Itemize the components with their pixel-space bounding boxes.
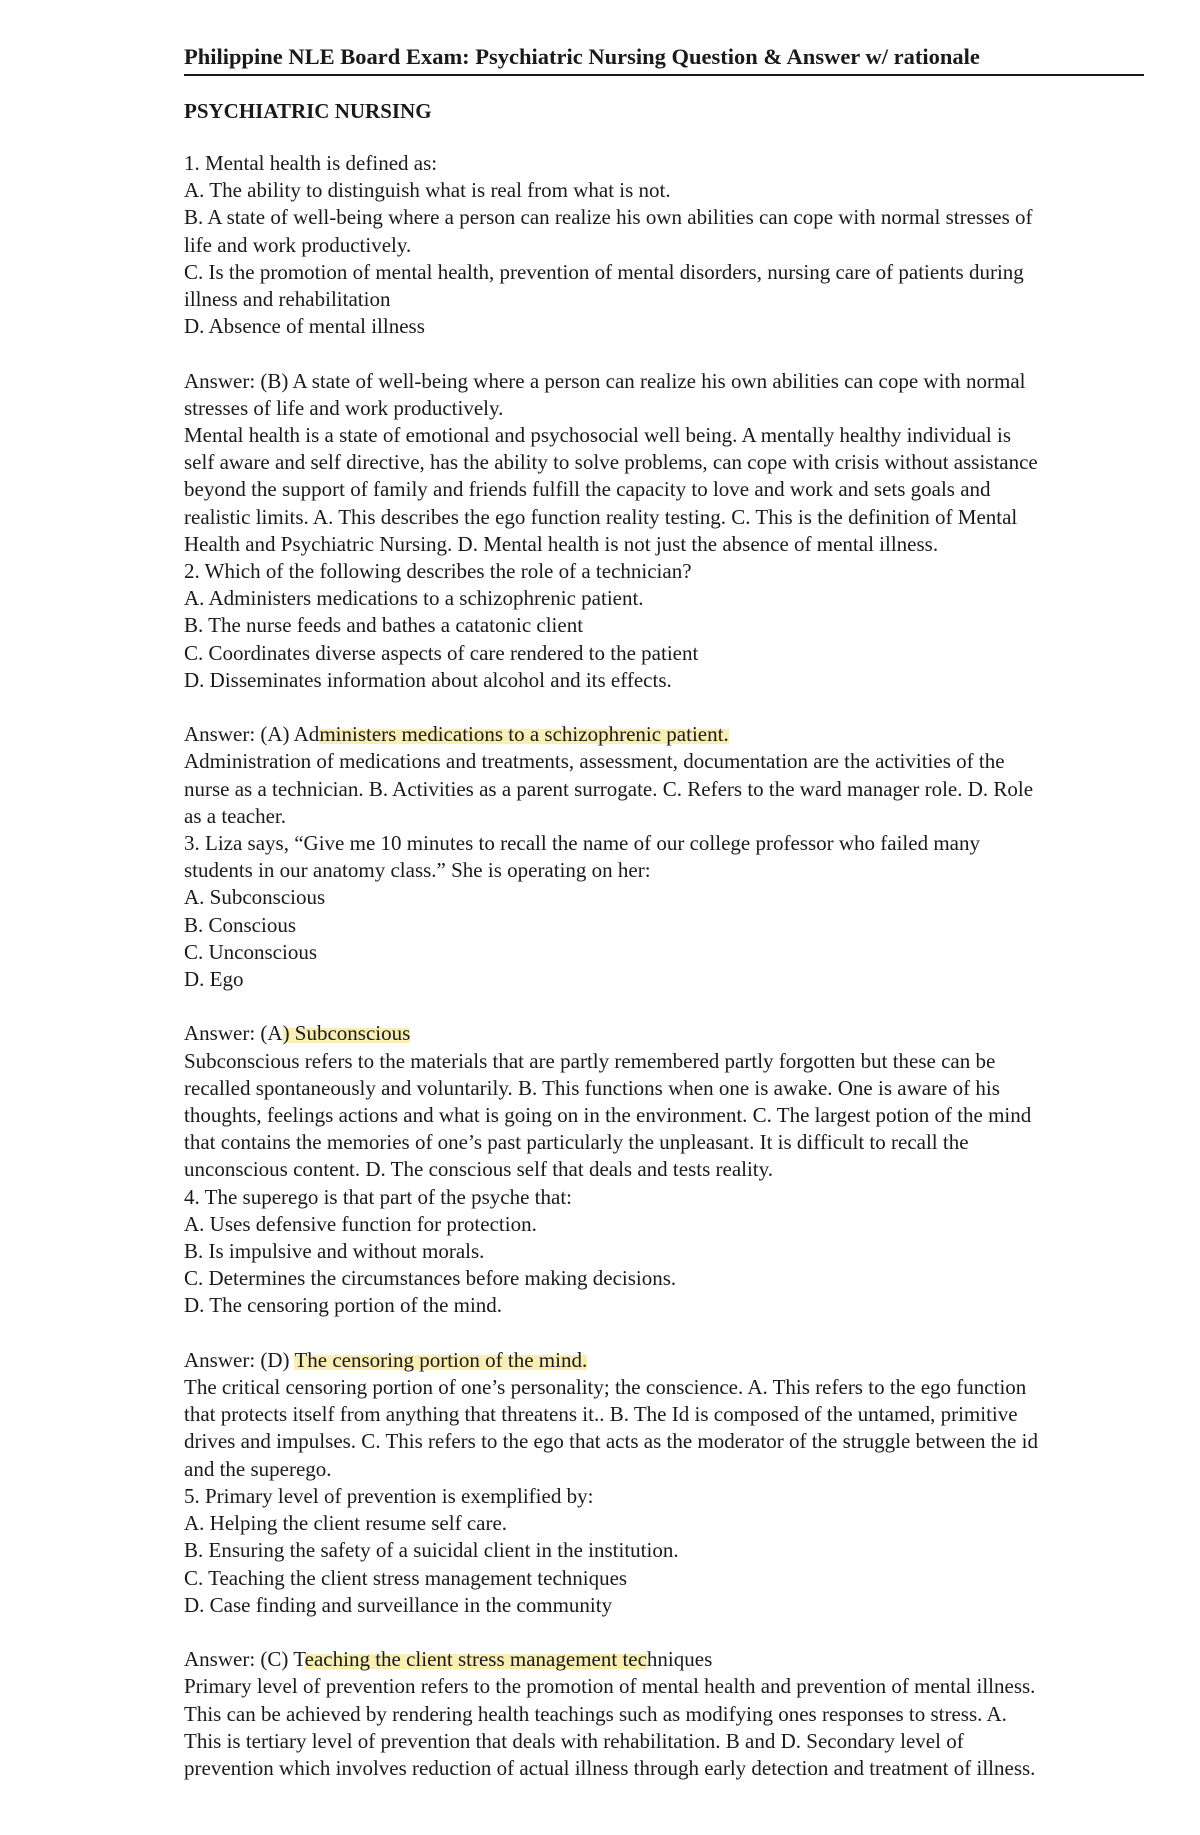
q5-answer: [184, 1646, 1144, 1673]
q5-rationale-line: prevention which involves reduction of actual illness through early detection and treatment of illness.: [184, 1755, 1036, 1780]
q2-rationale-line: Administration of medications and treatments, assessment, documentation are the activities of the: [184, 749, 1005, 774]
q1-option-d: D. Absence of mental illness: [184, 314, 425, 339]
q3-answer: [184, 1020, 1144, 1047]
q2-answer-highlight: ministers medications to a schizophrenic patient.: [319, 722, 729, 747]
q3-question-cont: students in our anatomy class.” She is operating on her:: [184, 858, 651, 883]
q1-option-b: B. A state of well-being where a person can realize his own abilities can cope with normal stresses of: [184, 205, 1033, 230]
q1-rationale-line: self aware and self directive, has the ability to solve problems, can cope with crisis without assistance: [184, 450, 1038, 475]
q1-option-c-cont: illness and rehabilitation: [184, 287, 391, 312]
q4-rationale-line: The critical censoring portion of one’s personality; the conscience. A. This refers to the ego function: [184, 1375, 1027, 1400]
q5-answer-highlight: eaching the client stress management tec: [304, 1647, 647, 1672]
spacer: [184, 993, 1144, 1020]
q1-rationale-line: beyond the support of family and friends fulfill the capacity to love and work and sets goals and: [184, 477, 991, 502]
q3-option-d: D. Ego: [184, 967, 244, 992]
spacer: [184, 1320, 1144, 1347]
q5-option-d: D. Case finding and surveillance in the community: [184, 1592, 613, 1617]
q2-option-a: A. Administers medications to a schizophrenic patient.: [184, 586, 644, 611]
q3-option-b: B. Conscious: [184, 912, 297, 937]
q2-rationale-line: nurse as a technician. B. Activities as a parent surrogate. C. Refers to the ward manager role. D. Role: [184, 776, 1034, 801]
q3-rationale-line: recalled spontaneously and voluntarily. B. This functions when one is awake. One is aware of his: [184, 1075, 1000, 1100]
q2-option-b: B. The nurse feeds and bathes a catatonic client: [184, 613, 584, 638]
q3-rationale-line: Subconscious refers to the materials that are partly remembered partly forgotten but these can be: [184, 1048, 996, 1073]
q4-rationale-line: and the superego.: [184, 1456, 332, 1481]
q3-answer-prefix: Answer: (A: [184, 1021, 283, 1046]
q2-question: 2. Which of the following describes the role of a technician?: [184, 559, 692, 584]
q5-answer-suffix: hniques: [646, 1647, 713, 1672]
q5-option-b: B. Ensuring the safety of a suicidal client in the institution.: [184, 1538, 679, 1563]
q4-option-d: D. The censoring portion of the mind.: [184, 1293, 503, 1318]
q4-answer-prefix: Answer: (D): [184, 1347, 295, 1372]
q2-answer: [184, 721, 1144, 748]
q4-rationale-line: drives and impulses. C. This refers to the ego that acts as the moderator of the struggle between the id: [184, 1429, 1038, 1454]
q1-option-a: A. The ability to distinguish what is real from what is not.: [184, 178, 671, 203]
q2-option-d: D. Disseminates information about alcohol and its effects.: [184, 667, 672, 692]
q1-option-c: C. Is the promotion of mental health, prevention of mental disorders, nursing care of patients during: [184, 259, 1024, 284]
q5-question: 5. Primary level of prevention is exemplified by:: [184, 1483, 594, 1508]
spacer: [184, 1619, 1144, 1646]
section-heading: PSYCHIATRIC NURSING: [184, 99, 432, 123]
q5-rationale-line: This is tertiary level of prevention that deals with rehabilitation. B and D. Secondary level of: [184, 1728, 964, 1753]
q1-question: 1. Mental health is defined as:: [184, 151, 438, 175]
q5-rationale-line: This can be achieved by rendering health teachings such as modifying ones responses to stress. A.: [184, 1701, 1007, 1726]
q4-question: 4. The superego is that part of the psyche that:: [184, 1184, 573, 1209]
q2-rationale-line: as a teacher.: [184, 803, 287, 828]
q1-rationale-line: realistic limits. A. This describes the ego function reality testing. C. This is the definition of Mental: [184, 504, 1018, 529]
spacer: [184, 694, 1144, 721]
q3-option-a: A. Subconscious: [184, 885, 326, 910]
q4-answer-highlight: The censoring portion of the mind.: [294, 1347, 588, 1372]
q1-answer: Answer: (B) A state of well-being where a person can realize his own abilities can cope with normal: [184, 368, 1026, 393]
q5-option-a: A. Helping the client resume self care.: [184, 1511, 508, 1536]
q2-option-c: C. Coordinates diverse aspects of care rendered to the patient: [184, 640, 699, 665]
q5-rationale-line: Primary level of prevention refers to the promotion of mental health and prevention of mental illness.: [184, 1674, 1036, 1699]
q3-rationale-line: that contains the memories of one’s past particularly the unpleasant. It is difficult to recall the: [184, 1130, 969, 1155]
q4-rationale-line: that protects itself from anything that threatens it.. B. The Id is composed of the untamed, primitive: [184, 1402, 1018, 1427]
q3-rationale-line: unconscious content. D. The conscious self that deals and tests reality.: [184, 1157, 774, 1182]
q3-answer-highlight: ) Subconscious: [282, 1021, 411, 1046]
q3-rationale-line: thoughts, feelings actions and what is going on in the environment. C. The largest potion of the mind: [184, 1103, 1032, 1128]
q4-option-b: B. Is impulsive and without morals.: [184, 1239, 485, 1264]
q3-option-c: C. Unconscious: [184, 939, 317, 964]
question-content: [184, 150, 1144, 1782]
spacer: [184, 340, 1144, 367]
q5-option-c: C. Teaching the client stress management techniques: [184, 1565, 628, 1590]
q2-answer-prefix: Answer: (A) Ad: [184, 722, 320, 747]
q1-option-b-cont: life and work productively.: [184, 232, 412, 257]
q4-option-a: A. Uses defensive function for protection.: [184, 1211, 537, 1236]
q3-question: 3. Liza says, “Give me 10 minutes to recall the name of our college professor who failed many: [184, 831, 980, 856]
q4-option-c: C. Determines the circumstances before making decisions.: [184, 1266, 677, 1291]
q1-rationale-line: Health and Psychiatric Nursing. D. Mental health is not just the absence of mental illness.: [184, 531, 939, 556]
q1-answer-cont: stresses of life and work productively.: [184, 395, 504, 420]
q1-rationale-line: Mental health is a state of emotional and psychosocial well being. A mentally healthy individual is: [184, 423, 1011, 448]
document-page: [184, 40, 1144, 1782]
q4-answer: [184, 1347, 1144, 1374]
document-title: Philippine NLE Board Exam: Psychiatric Nursing Question & Answer w/ rationale: [184, 40, 1144, 76]
q5-answer-prefix: Answer: (C) T: [184, 1647, 305, 1672]
